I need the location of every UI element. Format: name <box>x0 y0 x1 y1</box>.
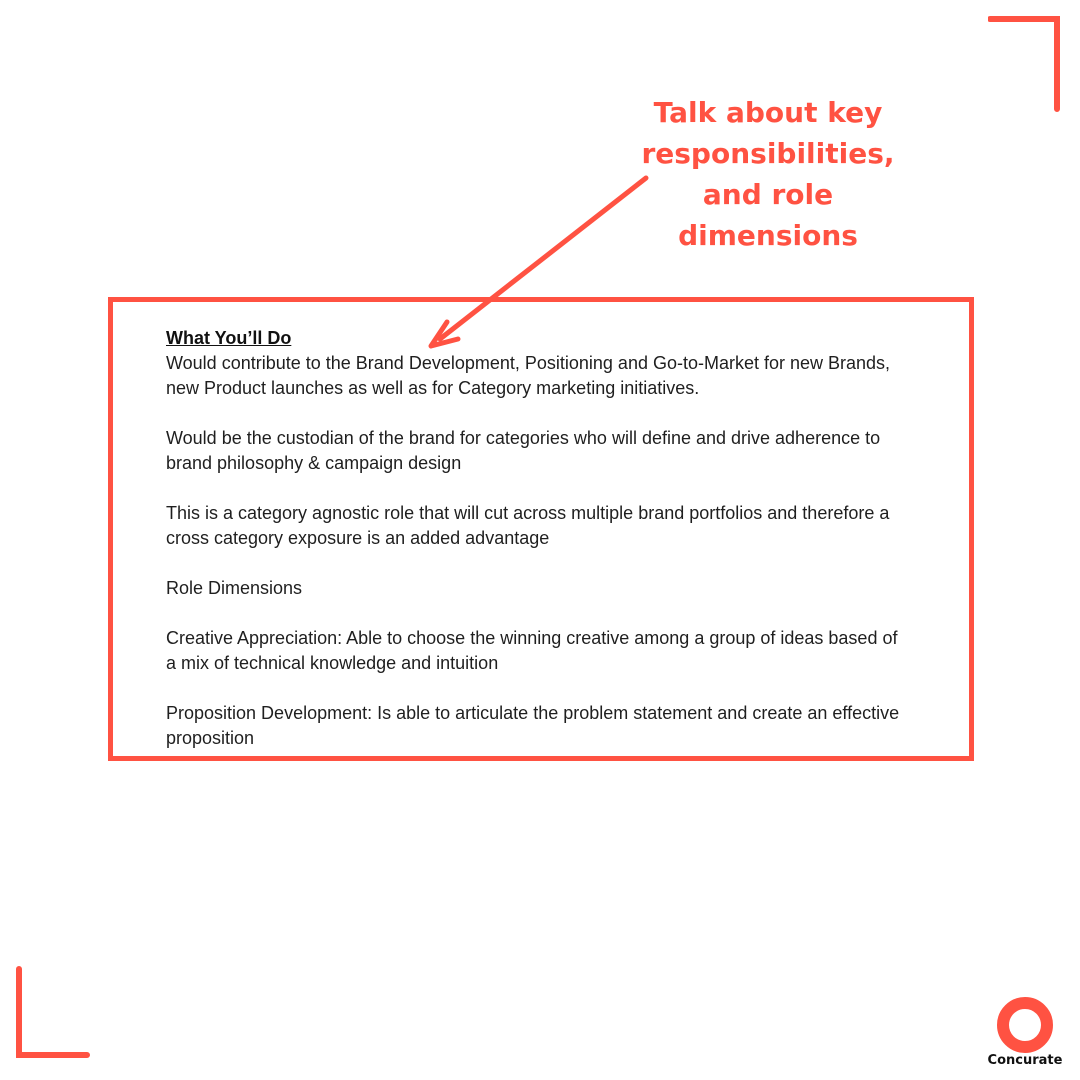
paragraph-line: brand philosophy & campaign design <box>166 453 462 473</box>
callout-line: and role <box>702 178 834 211</box>
corner-bracket-bottom-left-icon <box>16 966 90 1058</box>
paragraph-line: Would be the custodian of the brand for categories who will define and drive adherence to <box>166 428 881 448</box>
paragraph <box>166 351 946 401</box>
brand-name: Concurate <box>987 1053 1063 1068</box>
paragraph-line: a mix of technical knowledge and intuition <box>166 653 499 673</box>
paragraph-role-dimensions <box>166 576 946 601</box>
section-heading: What You’ll Do <box>166 328 292 348</box>
paragraph-line: proposition <box>166 728 255 748</box>
paragraph-line: Proposition Development: Is able to articulate the problem statement and create an effective <box>166 703 900 723</box>
paragraph-line: This is a category agnostic role that will cut across multiple brand portfolios and therefore a <box>166 503 890 523</box>
callout-line: responsibilities, <box>641 137 895 170</box>
brand-logo <box>984 994 1066 1074</box>
callout-line: dimensions <box>678 219 858 252</box>
paragraph-line: Would contribute to the Brand Development, Positioning and Go-to-Market for new Brands, <box>166 353 891 373</box>
paragraph <box>166 501 946 551</box>
paragraph-line: cross category exposure is an added advantage <box>166 528 550 548</box>
document-excerpt-box <box>108 297 974 761</box>
corner-bracket-top-right-icon <box>988 16 1060 112</box>
paragraph <box>166 701 946 751</box>
callout-text <box>630 92 906 256</box>
paragraph-line: new Product launches as well as for Category marketing initiatives. <box>166 378 700 398</box>
paragraph <box>166 626 946 676</box>
paragraph-line: Role Dimensions <box>166 578 303 598</box>
document-text <box>166 326 946 751</box>
paragraph <box>166 426 946 476</box>
callout-line: Talk about key <box>653 96 883 129</box>
paragraph-line: Creative Appreciation: Able to choose the winning creative among a group of ideas based of <box>166 628 898 648</box>
ring-logo-icon <box>996 996 1054 1054</box>
